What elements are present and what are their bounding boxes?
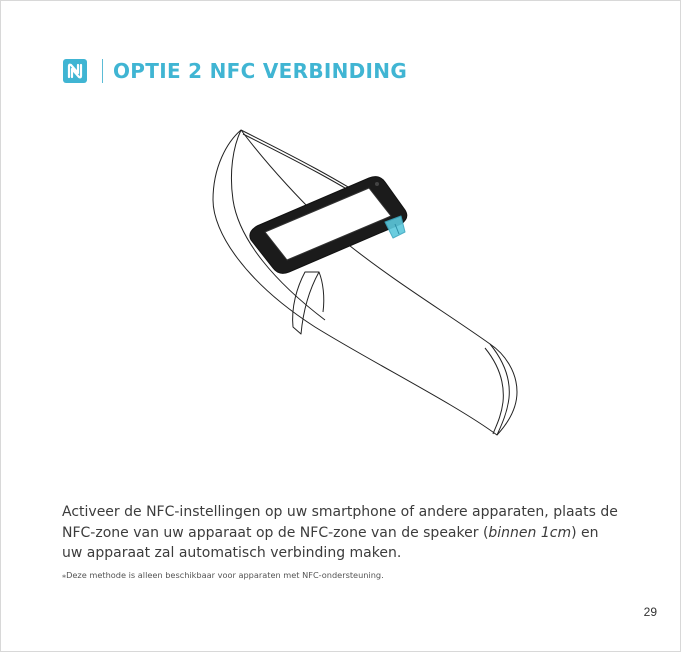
page-number: 29 [643, 605, 657, 619]
speaker-stand [293, 272, 319, 334]
footnote: ⁎Deze methode is alleen beschikbaar voor apparaten met NFC-ondersteuning. [62, 570, 384, 580]
speaker-end-cap [490, 344, 509, 435]
instruction-paragraph: Activeer de NFC-instellingen op uw smartphone of andere apparaten, plaats de NFC-zone van uw apparaat op de NFC-zone van de speaker (binnen 1cm) en uw apparaat zal automatisch verbinding maken. [62, 504, 618, 561]
speaker-phone-illustration [205, 122, 535, 444]
smartphone [250, 177, 407, 274]
section-heading [62, 57, 407, 85]
title-separator [102, 59, 103, 83]
distance-emphasis: binnen 1cm [488, 524, 572, 541]
speaker-body [213, 130, 517, 435]
nfc-icon [62, 58, 88, 84]
page-title: OPTIE 2 NFC VERBINDING [113, 59, 408, 83]
